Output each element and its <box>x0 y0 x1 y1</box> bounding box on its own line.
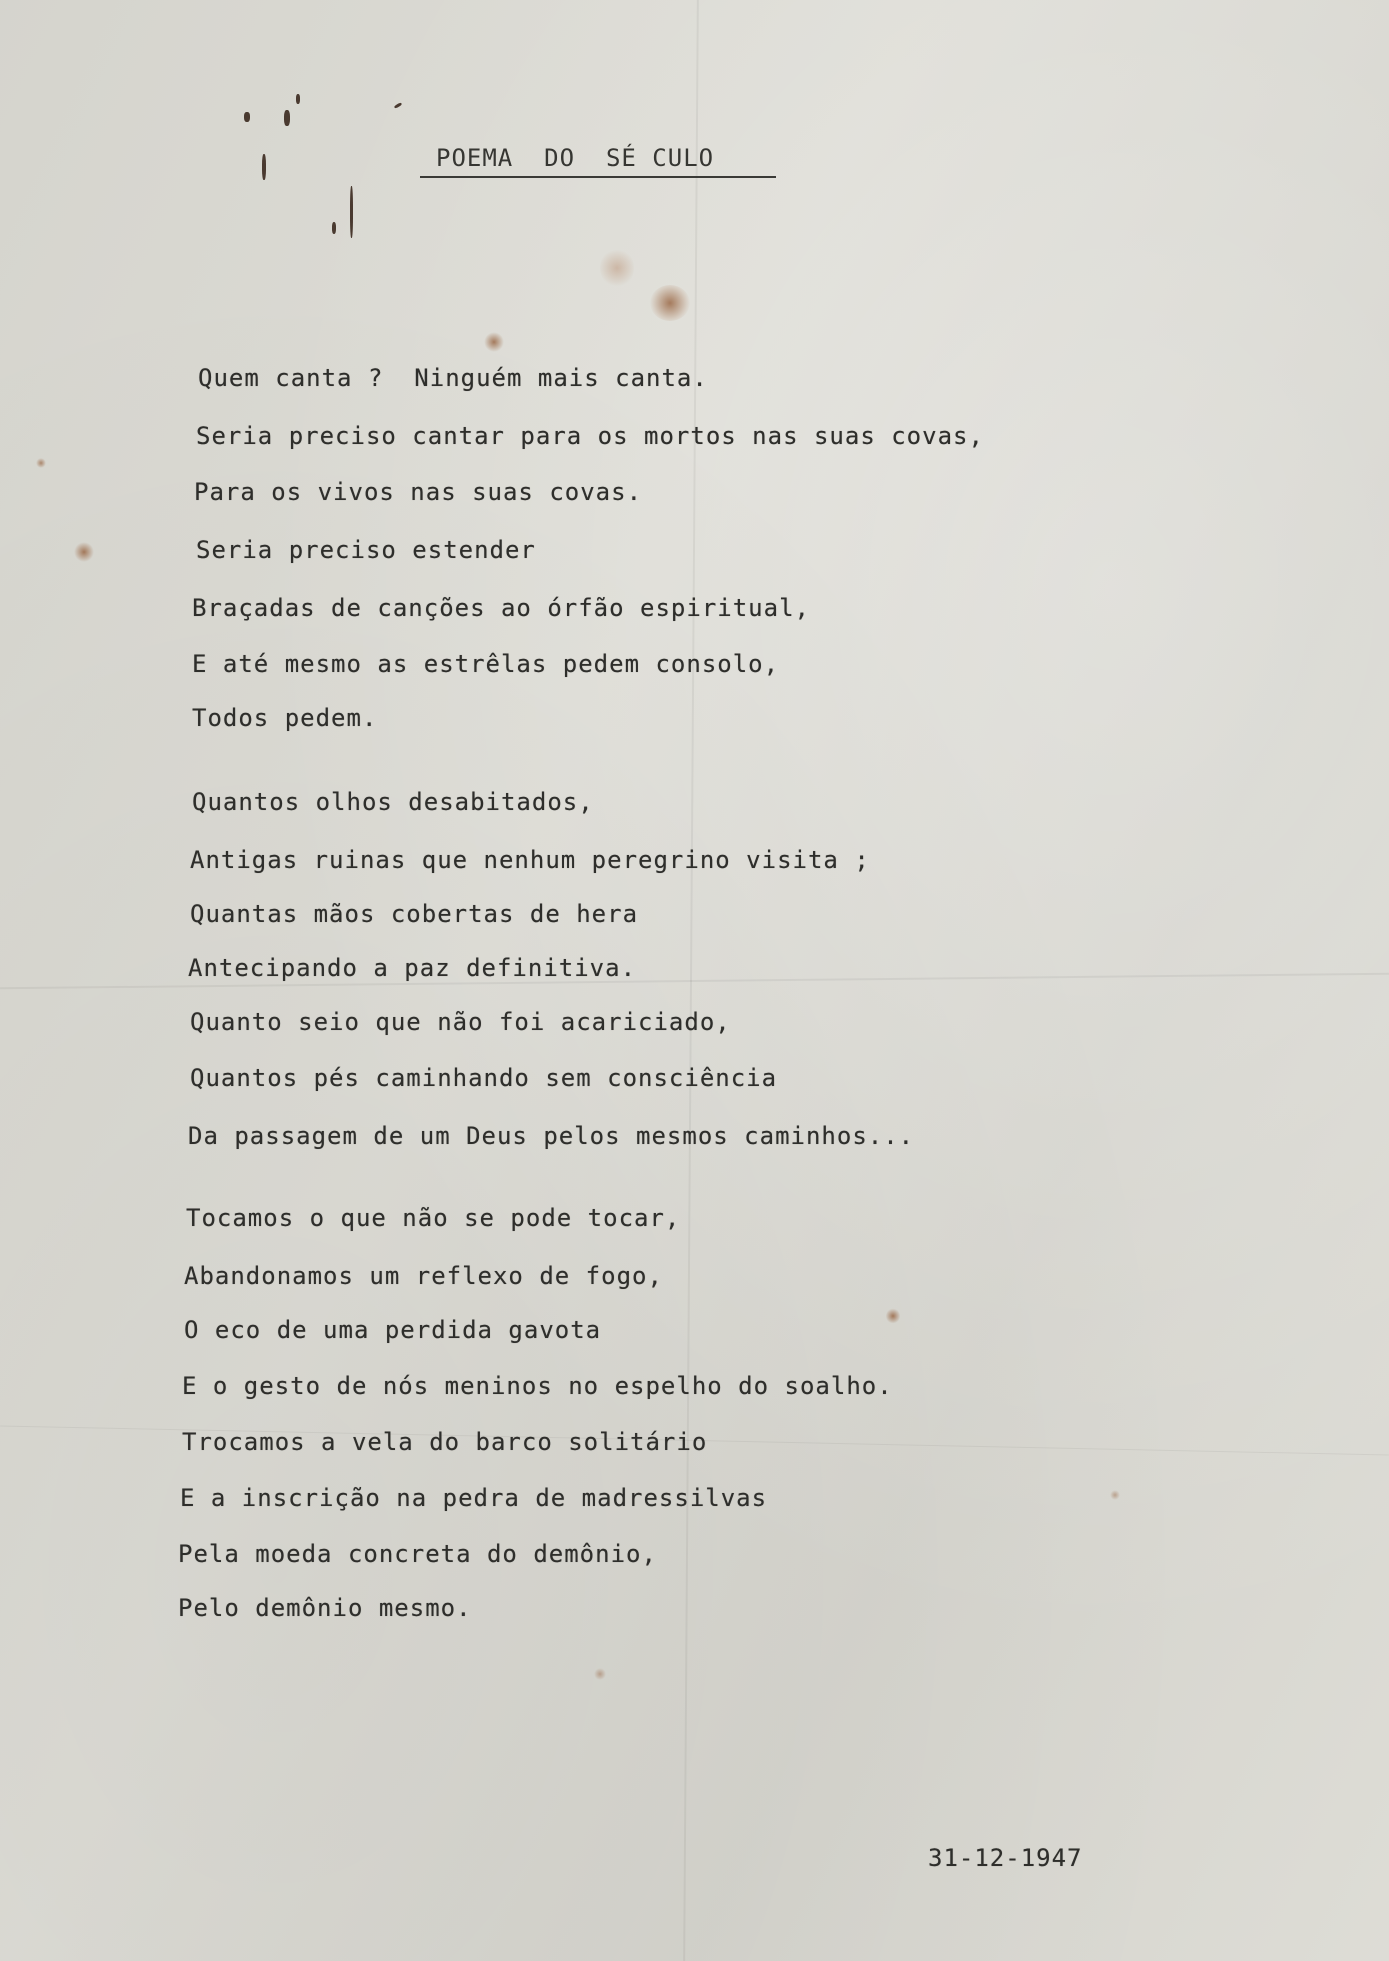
poem-line: Pela moeda concreta do demônio, <box>178 1540 657 1568</box>
poem-line: Quantos olhos desabitados, <box>192 788 594 816</box>
ink-speck <box>350 186 353 238</box>
ink-speck <box>262 154 266 180</box>
poem-title <box>420 142 776 178</box>
poem-line: E a inscrição na pedra de madressilvas <box>180 1484 768 1512</box>
poem-line: Quem canta ? Ninguém mais canta. <box>198 364 708 392</box>
ink-speck <box>394 102 402 109</box>
poem-line: Braçadas de canções ao órfão espiritual, <box>192 594 810 622</box>
stain-mark <box>650 285 690 321</box>
poem-line: Quanto seio que não foi acariciado, <box>190 1008 731 1036</box>
poem-line: Quantas mãos cobertas de hera <box>190 900 639 928</box>
stain-mark <box>74 542 94 562</box>
ink-speck <box>296 94 300 104</box>
ink-speck <box>332 222 336 234</box>
ink-speck <box>284 110 290 126</box>
paper-crease <box>683 0 699 1961</box>
poem-line: Para os vivos nas suas covas. <box>194 478 643 506</box>
poem-line: E até mesmo as estrêlas pedem consolo, <box>192 650 780 678</box>
stain-mark <box>1110 1490 1120 1500</box>
poem-line: Tocamos o que não se pode tocar, <box>186 1204 681 1232</box>
poem-line: E o gesto de nós meninos no espelho do soalho. <box>182 1372 893 1400</box>
ink-speck <box>244 112 250 122</box>
stain-mark <box>594 1668 606 1680</box>
stain-mark <box>36 458 46 468</box>
poem-line: Abandonamos um reflexo de fogo, <box>184 1262 663 1290</box>
poem-title-text: POEMA DO SÉ CULO <box>436 144 715 172</box>
stain-mark <box>886 1308 900 1324</box>
poem-line: Trocamos a vela do barco solitário <box>182 1428 708 1456</box>
stain-mark <box>600 248 634 288</box>
poem-line: Antecipando a paz definitiva. <box>188 954 637 982</box>
poem-line: Da passagem de um Deus pelos mesmos caminhos... <box>188 1122 915 1150</box>
poem-line: Seria preciso cantar para os mortos nas suas covas, <box>196 422 984 450</box>
poem-line: Pelo demônio mesmo. <box>178 1594 472 1622</box>
poem-date: 31-12-1947 <box>928 1844 1083 1872</box>
poem-line: Seria preciso estender <box>196 536 536 564</box>
poem-line: Quantos pés caminhando sem consciência <box>190 1064 778 1092</box>
poem-line: O eco de uma perdida gavota <box>184 1316 602 1344</box>
poem-line: Antigas ruinas que nenhum peregrino visita ; <box>190 846 870 874</box>
stain-mark <box>484 332 504 352</box>
poem-line: Todos pedem. <box>192 704 378 732</box>
